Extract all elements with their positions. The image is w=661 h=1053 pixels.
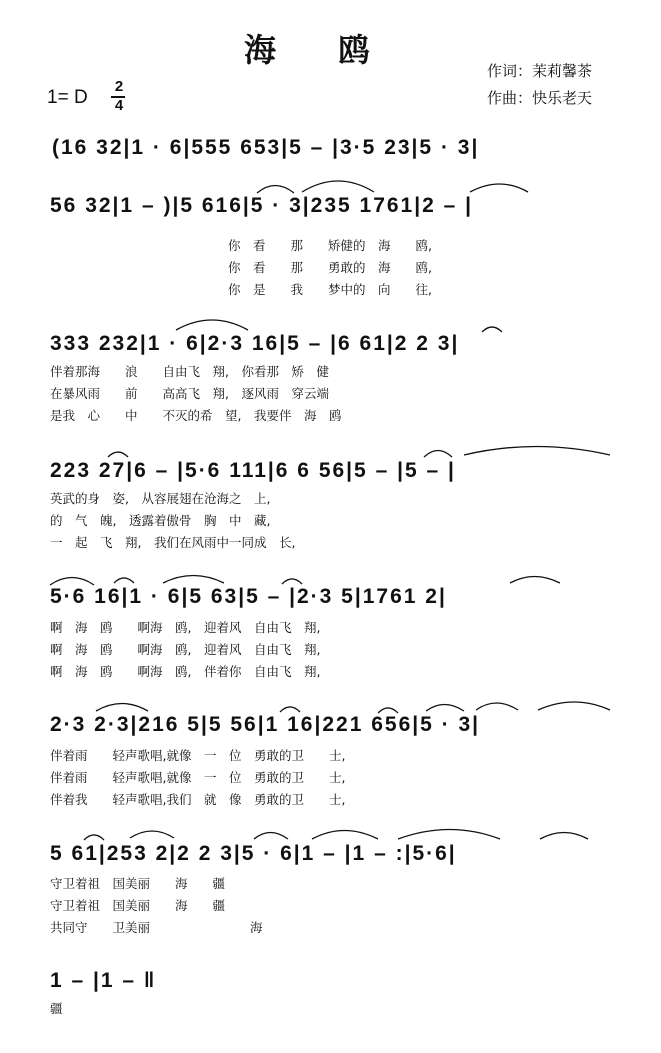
slur-mark: [482, 327, 502, 332]
slur-mark: [96, 704, 148, 712]
notation-line-8: 1 – |1 – ‖: [50, 969, 157, 992]
slur-mark: [510, 577, 560, 584]
slur-mark: [114, 578, 134, 583]
slur-mark: [464, 447, 610, 456]
lyric-line-3-3: 是我 心 中 不灭的希 望, 我要伴 海 鸥: [50, 408, 342, 423]
notation-line-1: (16 32|1 · 6|555 653|5 – |3·5 23|5 · 3|: [52, 136, 480, 159]
slur-mark: [540, 833, 588, 840]
notation-line-4: 223 27|6 – |5·6 111|6 6 56|5 – |5 – |: [50, 459, 456, 482]
lyric-line-4-2: 的 气 魄, 透露着傲骨 胸 中 藏,: [50, 513, 271, 528]
lyric-line-3-2: 在暴风雨 前 高高飞 翔, 逐风雨 穿云端: [50, 386, 329, 401]
lyric-line-7-2: 守卫着祖 国美丽 海 疆: [50, 898, 226, 913]
lyric-line-8-1: 疆: [50, 1001, 63, 1016]
slur-mark: [84, 835, 104, 840]
lyricist-credit: 作词：茉莉馨茶: [487, 62, 593, 80]
lyric-line-3-1: 伴着那海 浪 自由飞 翔, 你看那 矫 健: [50, 364, 329, 379]
slur-mark: [302, 181, 374, 192]
slur-mark: [476, 703, 518, 710]
slur-mark: [257, 186, 294, 194]
slur-mark: [538, 702, 610, 710]
slur-mark: [282, 579, 302, 584]
slur-mark: [398, 830, 500, 840]
slur-mark: [426, 705, 464, 712]
lyric-line-7-1: 守卫着祖 国美丽 海 疆: [50, 876, 226, 891]
slur-mark: [163, 576, 224, 584]
composer-credit: 作曲：快乐老天: [487, 89, 593, 107]
lyric-line-2-2: 你 看 那 勇敢的 海 鸥,: [228, 260, 432, 275]
slur-mark: [108, 452, 128, 457]
lyric-line-7-3: 共同守 卫美丽 海: [50, 920, 263, 935]
notation-line-5: 5·6 16|1 · 6|5 63|5 – |2·3 5|1761 2|: [50, 585, 447, 608]
slur-mark: [280, 707, 300, 712]
lyric-line-6-1: 伴着雨 轻声歌唱,就像 一 位 勇敢的卫 士,: [50, 748, 346, 763]
slur-mark: [470, 184, 528, 192]
lyric-line-5-3: 啊 海 鸥 啊海 鸥, 伴着你 自由飞 翔,: [50, 664, 321, 679]
lyric-line-6-2: 伴着雨 轻声歌唱,就像 一 位 勇敢的卫 士,: [50, 770, 346, 785]
slur-mark: [378, 708, 398, 713]
notation-line-7: 5 61|253 2|2 2 3|5 · 6|1 – |1 – :|5·6|: [50, 842, 457, 865]
lyric-line-4-3: 一 起 飞 翔, 我们在风雨中一同成 长,: [50, 535, 296, 550]
lyric-line-2-3: 你 是 我 梦中的 向 往,: [228, 282, 432, 297]
slur-mark: [312, 831, 378, 840]
lyric-line-5-2: 啊 海 鸥 啊海 鸥, 迎着风 自由飞 翔,: [50, 642, 321, 657]
time-signature-bottom: 4: [114, 97, 124, 114]
slur-mark: [424, 451, 452, 458]
slur-mark: [130, 831, 174, 838]
slur-mark: [176, 320, 248, 330]
slur-mark: [50, 578, 94, 586]
lyric-line-6-3: 伴着我 轻声歌唱,我们 就 像 勇敢的卫 士,: [50, 792, 346, 807]
lyric-line-2-1: 你 看 那 矫健的 海 鸥,: [228, 238, 432, 253]
key-signature: 1= D: [47, 87, 88, 108]
notation-line-3: 333 232|1 · 6|2·3 16|5 – |6 61|2 2 3|: [50, 332, 460, 355]
lyric-line-4-1: 英武的身 姿, 从容展翅在沧海之 上,: [50, 491, 271, 506]
song-title: 海鸥: [244, 31, 433, 69]
slur-mark: [254, 833, 288, 840]
lyric-line-5-1: 啊 海 鸥 啊海 鸥, 迎着风 自由飞 翔,: [50, 620, 321, 635]
notation-line-6: 2·3 2·3|216 5|5 56|1 16|221 656|5 · 3|: [50, 713, 481, 736]
notation-line-2: 56 32|1 – )|5 616|5 · 3|235 1761|2 – |: [50, 194, 474, 217]
time-signature-top: 2: [114, 78, 124, 95]
